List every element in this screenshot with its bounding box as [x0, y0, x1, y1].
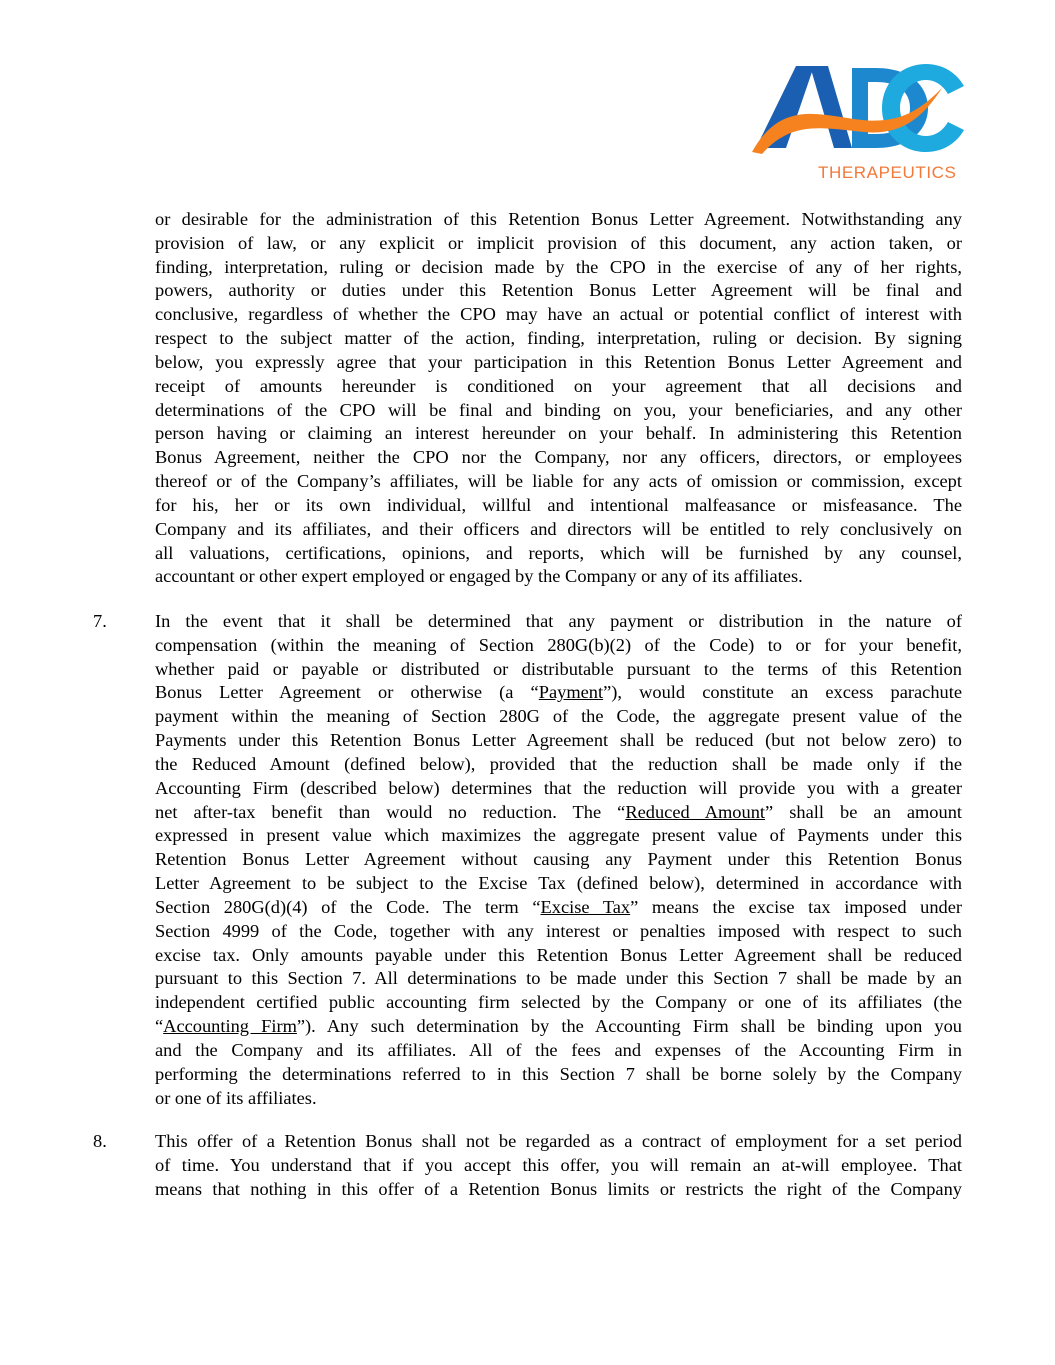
text-line: receipt of amounts hereunder is conditioned on your agreement that all decisions and	[155, 375, 962, 396]
text-line: Retention Bonus Letter Agreement without causing any Payment under this Retention Bonus	[155, 849, 962, 870]
text-line	[155, 801, 962, 825]
section-7	[155, 610, 962, 1110]
text-line: powers, authority or duties under this Retention Bonus Letter Agreement will be final and	[155, 280, 962, 301]
text-line: all valuations, certifications, opinions, and reports, which will be furnished by any counsel,	[155, 542, 962, 563]
section-8-number: 8.	[93, 1131, 107, 1151]
text-line: determinations of the CPO will be final and binding on you, your beneficiaries, and any other	[155, 399, 962, 420]
defined-term-excise-tax: Excise Tax	[540, 896, 631, 917]
text-line	[155, 896, 962, 920]
defined-term-payment: Payment	[538, 682, 604, 703]
text-line: respect to the subject matter of the action, finding, interpretation, ruling or decision. By signing	[155, 328, 962, 349]
text-line: provision of law, or any explicit or implicit provision of this document, any action taken, or	[155, 232, 962, 253]
logo-subtitle: THERAPEUTICS	[818, 163, 957, 182]
text-line: the Reduced Amount (defined below), provided that the reduction shall be made only if the	[155, 753, 962, 774]
text-line: Accounting Firm (described below) determines that the reduction will provide you with a greater	[155, 777, 962, 798]
text-line: In the event that it shall be determined that any payment or distribution in the nature of	[155, 611, 962, 631]
text-line: expressed in present value which maximizes the aggregate present value of Payments under this	[155, 825, 962, 846]
text-line	[155, 1015, 962, 1039]
section-6-continued	[155, 208, 962, 589]
text-line: conclusive, regardless of whether the CPO may have an actual or potential conflict of interest with	[155, 304, 962, 325]
text-line: or one of its affiliates.	[155, 1087, 317, 1108]
text-line: Company and its affiliates, and their officers and directors will be entitled to rely conclusively on	[155, 518, 962, 539]
text-fragment: ”). Any such determination by the Accounting Firm shall be binding upon you	[296, 1016, 962, 1037]
text-line: compensation (within the meaning of Section 280G(b)(2) of the Code) to or for your benefit,	[155, 634, 962, 655]
text-fragment: Bonus Letter Agreement or otherwise (a “	[155, 682, 539, 703]
text-line: payment within the meaning of Section 280G of the Code, the aggregate present value of the	[155, 706, 962, 727]
text-fragment: ” shall be an amount	[765, 801, 962, 822]
text-line: of time. You understand that if you accept this offer, you will remain an at-will employee. That	[155, 1154, 962, 1175]
text-fragment: ” means the excise tax imposed under	[630, 896, 963, 917]
logo-mark	[752, 58, 967, 163]
text-line: Letter Agreement to be subject to the Excise Tax (defined below), determined in accordance with	[155, 873, 962, 894]
defined-term-reduced-amount: Reduced Amount	[625, 801, 766, 822]
text-line: pursuant to this Section 7. All determinations to be made under this Section 7 shall be made by an	[155, 968, 962, 989]
company-logo	[752, 58, 967, 186]
text-line: means that nothing in this offer of a Retention Bonus limits or restricts the right of the Company	[155, 1178, 962, 1199]
section-8	[155, 1130, 962, 1201]
text-line: finding, interpretation, ruling or decision made by the CPO in the exercise of any of her rights,	[155, 256, 962, 277]
text-line: Payments under this Retention Bonus Letter Agreement shall be reduced (but not below zero) to	[155, 730, 962, 751]
text-line: independent certified public accounting firm selected by the Company or one of its affiliates (the	[155, 992, 962, 1013]
text-line: performing the determinations referred to in this Section 7 shall be borne solely by the Company	[155, 1063, 962, 1084]
text-fragment: Section 280G(d)(4) of the Code. The term “	[155, 896, 541, 917]
text-fragment: ”), would constitute an excess parachute	[603, 682, 963, 703]
text-line: thereof or of the Company’s affiliates, will be liable for any acts of omission or commission, except	[155, 471, 962, 492]
text-line	[155, 681, 962, 705]
text-line: This offer of a Retention Bonus shall not be regarded as a contract of employment for a set period	[155, 1131, 962, 1151]
text-fragment: “	[155, 1016, 164, 1037]
text-line: for his, her or its own individual, willful and intentional malfeasance or misfeasance. The	[155, 494, 962, 515]
text-line: accountant or other expert employed or engaged by the Company or any of its affiliates.	[155, 566, 803, 587]
section-7-number: 7.	[93, 611, 107, 631]
text-line: Bonus Agreement, neither the CPO nor the Company, nor any officers, directors, or employees	[155, 447, 962, 468]
text-line: or desirable for the administration of this Retention Bonus Letter Agreement. Notwithstanding any	[155, 209, 962, 229]
text-fragment: net after-tax benefit than would no reduction. The “	[155, 801, 626, 822]
text-line: Section 4999 of the Code, together with any interest or penalties imposed with respect to such	[155, 920, 962, 941]
text-line: person having or claiming an interest hereunder on your behalf. In administering this Retention	[155, 423, 962, 444]
text-line: below, you expressly agree that your participation in this Retention Bonus Letter Agreement and	[155, 351, 962, 372]
defined-term-accounting-firm: Accounting Firm	[163, 1016, 297, 1037]
text-line: whether paid or payable or distributed or distributable pursuant to the terms of this Retention	[155, 658, 962, 679]
text-line: excise tax. Only amounts payable under this Retention Bonus Letter Agreement shall be reduced	[155, 944, 962, 965]
text-line: and the Company and its affiliates. All of the fees and expenses of the Accounting Firm in	[155, 1039, 962, 1060]
